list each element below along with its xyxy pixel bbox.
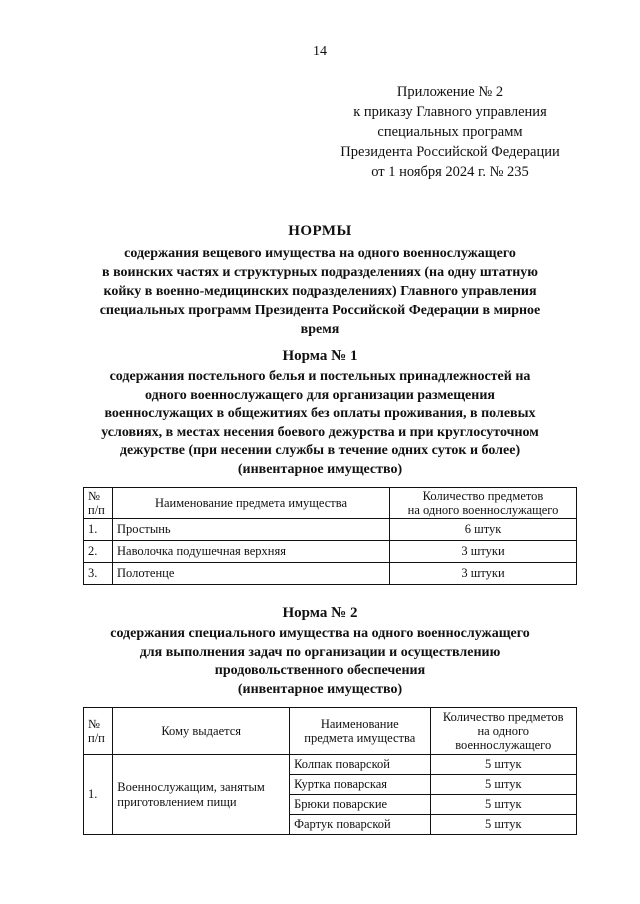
norm2-desc-line: для выполнения задач по организации и осуществлению — [139, 644, 501, 660]
cell-num: 2. — [84, 541, 113, 563]
norm1-heading: Норма № 1 — [282, 348, 358, 364]
cell-qty: 5 штук — [430, 755, 577, 775]
table-row — [84, 519, 577, 541]
header-num-line: п/п — [88, 503, 105, 517]
cell-name: Простынь — [113, 519, 390, 541]
norm1-desc-line: содержания постельного белья и постельных принадлежностей на — [109, 369, 531, 384]
cell-num: 1. — [84, 755, 113, 835]
cell-item: Брюки поварские — [290, 795, 430, 815]
cell-name: Полотенце — [113, 563, 390, 585]
table-header-row — [84, 708, 577, 755]
subtitle-line: специальных программ Президента Российской Федерации в мирное — [99, 303, 541, 318]
header-qty-line: на одного — [477, 724, 530, 738]
header-qty — [390, 488, 577, 519]
cell-qty: 3 штуки — [390, 541, 577, 563]
appendix-line: к приказу Главного управления — [353, 104, 547, 120]
norm1-desc-line: (инвентарное имущество) — [237, 461, 403, 477]
table-row — [84, 541, 577, 563]
cell-item: Колпак поварской — [290, 755, 430, 775]
header-num-line: п/п — [88, 731, 105, 745]
cell-num: 1. — [84, 519, 113, 541]
cell-item: Куртка поварская — [290, 775, 430, 795]
header-item-line: предмета имущества — [304, 731, 416, 745]
norm1-desc-line: военнослужащих в общежитиях без оплаты проживания, в полевых — [104, 406, 536, 421]
norm2-desc-line: (инвентарное имущество) — [237, 681, 403, 697]
header-item — [290, 708, 430, 755]
cell-qty: 5 штук — [430, 795, 577, 815]
header-qty-line: военнослужащего — [455, 738, 552, 752]
cell-who — [113, 755, 290, 835]
norm2-description — [70, 625, 570, 699]
table-row — [84, 755, 577, 775]
cell-num: 3. — [84, 563, 113, 585]
subtitle-line: содержания вещевого имущества на одного военнослужащего — [124, 246, 516, 261]
header-num-line: № — [88, 489, 100, 503]
norm1-desc-line: одного военнослужащего для организации размещения — [145, 387, 495, 403]
norm1-table — [83, 487, 577, 585]
appendix-line: Приложение № 2 — [396, 84, 504, 100]
cell-qty: 6 штук — [390, 519, 577, 541]
norm2-table — [83, 707, 577, 835]
norm2-desc-line: содержания специального имущества на одного военнослужащего — [110, 626, 530, 641]
subtitle-line: время — [300, 322, 340, 337]
cell-name: Наволочка подушечная верхняя — [113, 541, 390, 563]
table-header-row — [84, 488, 577, 519]
page-number: 14 — [313, 44, 327, 59]
header-qty-line: Количество предметов — [442, 710, 564, 724]
appendix-line: от 1 ноября 2024 г. № 235 — [371, 164, 529, 180]
cell-qty: 5 штук — [430, 815, 577, 835]
subtitle-line: в воинских частях и структурных подразделениях (на одну штатную — [102, 265, 538, 280]
norm1-desc-line: дежурстве (при несении службы в течение одних суток и более) — [119, 443, 521, 458]
norm2-heading: Норма № 2 — [282, 605, 358, 621]
table-row — [84, 563, 577, 585]
header-qty-line: на одного военнослужащего — [407, 503, 559, 517]
header-name: Наименование предмета имущества — [113, 488, 390, 519]
header-qty — [430, 708, 577, 755]
header-qty-line: Количество предметов — [422, 489, 544, 503]
cell-qty: 3 штуки — [390, 563, 577, 585]
cell-who-line: Военнослужащим, занятым — [117, 779, 265, 794]
norm1-description — [70, 368, 570, 479]
cell-who-line: приготовлением пищи — [117, 794, 237, 809]
header-who: Кому выдается — [113, 708, 290, 755]
appendix-block — [300, 82, 600, 182]
header-item-line: Наименование — [320, 717, 399, 731]
header-num — [84, 488, 113, 519]
document-title: НОРМЫ — [288, 223, 352, 239]
header-num — [84, 708, 113, 755]
appendix-line: специальных программ — [377, 124, 523, 140]
norm1-desc-line: условиях, в местах несения боевого дежурства и при круглосуточном — [101, 424, 539, 440]
appendix-line: Президента Российской Федерации — [340, 144, 560, 160]
header-num-line: № — [88, 717, 100, 731]
document-subtitle — [85, 244, 555, 339]
subtitle-line: койку в военно-медицинских подразделениях) Главного управления — [103, 284, 537, 299]
cell-qty: 5 штук — [430, 775, 577, 795]
norm2-desc-line: продовольственного обеспечения — [214, 663, 426, 678]
cell-item: Фартук поварской — [290, 815, 430, 835]
